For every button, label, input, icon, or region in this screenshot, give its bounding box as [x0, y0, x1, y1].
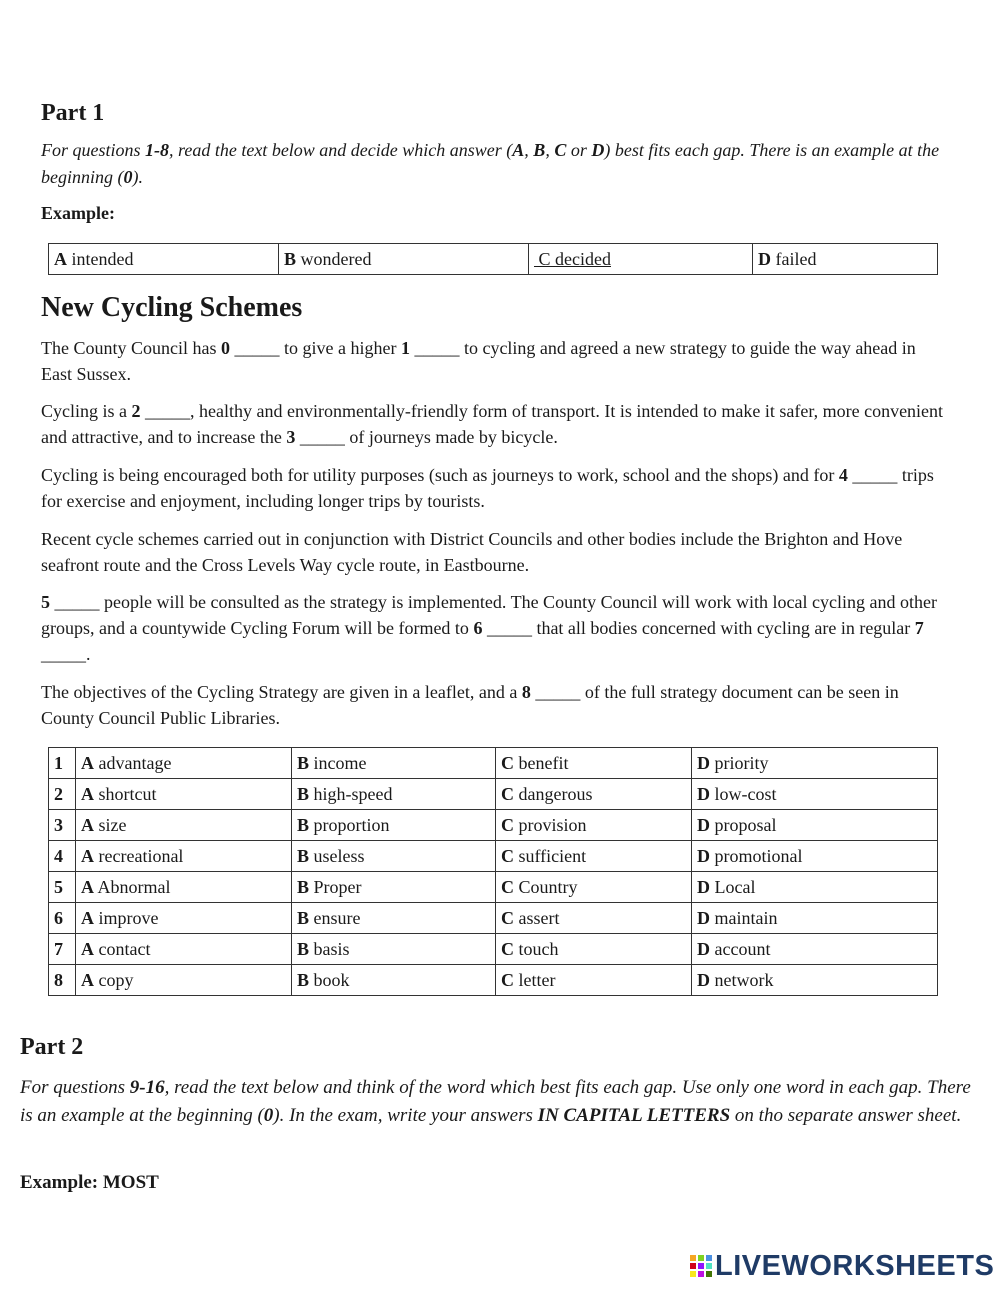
option-b: B basis	[292, 934, 496, 965]
question-number: 2	[49, 779, 76, 810]
answer-row-7	[49, 934, 938, 965]
question-number: 4	[49, 841, 76, 872]
option-a: A size	[76, 810, 292, 841]
option-d: D promotional	[692, 841, 938, 872]
answer-row-1	[49, 748, 938, 779]
example-option-c: C decided	[529, 244, 753, 275]
article-paragraph-5: 5 _____ people will be consulted as the strategy is implemented. The County Council will work with local cycling and other groups, and a countywide Cycling Forum will be formed to 6 _____ that all bodies concerned with cycling are in regular 7 _____.	[41, 592, 937, 664]
article-paragraph-2: Cycling is a 2 _____, healthy and environmentally-friendly form of transport. It is intended to make it safer, more convenient and attractive, and to increase the 3 _____ of journeys made by bicycle.	[41, 401, 944, 447]
article-paragraph-6: The objectives of the Cycling Strategy are given in a leaflet, and a 8 _____ of the full strategy document can be seen in County Council Public Libraries.	[41, 682, 899, 728]
question-number: 8	[49, 965, 76, 996]
option-b: B proportion	[292, 810, 496, 841]
option-b: B income	[292, 748, 496, 779]
option-b: B Proper	[292, 872, 496, 903]
option-d: D priority	[692, 748, 938, 779]
option-c: C sufficient	[496, 841, 692, 872]
part1-instructions: For questions 1-8, read the text below and decide which answer (A, B, C or D) best fits each gap. There is an example at the beginning (0).	[41, 140, 940, 187]
option-c: C benefit	[496, 748, 692, 779]
example-option-d: D failed	[753, 244, 938, 275]
option-b: B high-speed	[292, 779, 496, 810]
option-a: A recreational	[76, 841, 292, 872]
option-a: A improve	[76, 903, 292, 934]
answer-row-4	[49, 841, 938, 872]
example-row	[49, 244, 938, 275]
option-d: D proposal	[692, 810, 938, 841]
option-c: C letter	[496, 965, 692, 996]
liveworksheets-logo-icon	[690, 1255, 712, 1277]
option-b: B book	[292, 965, 496, 996]
part2-title: Part 2	[20, 1034, 84, 1060]
option-a: A contact	[76, 934, 292, 965]
option-d: D network	[692, 965, 938, 996]
option-a: A advantage	[76, 748, 292, 779]
example-option-a: A intended	[49, 244, 279, 275]
answer-row-6	[49, 903, 938, 934]
part2-example: Example: MOST	[20, 1172, 159, 1193]
answer-row-3	[49, 810, 938, 841]
option-d: D Local	[692, 872, 938, 903]
option-c: C provision	[496, 810, 692, 841]
option-b: B useless	[292, 841, 496, 872]
option-a: A Abnormal	[76, 872, 292, 903]
question-number: 5	[49, 872, 76, 903]
option-a: A shortcut	[76, 779, 292, 810]
article-paragraph-3: Cycling is being encouraged both for utility purposes (such as journeys to work, school and the shops) and for 4 _____ trips for exercise and enjoyment, including longer trips by tourists.	[41, 465, 934, 511]
liveworksheets-logo	[690, 1250, 994, 1283]
example-option-b: B wondered	[279, 244, 529, 275]
example-label: Example:	[41, 203, 115, 223]
option-d: D account	[692, 934, 938, 965]
answer-row-8	[49, 965, 938, 996]
option-d: D low-cost	[692, 779, 938, 810]
answer-options-table	[48, 747, 938, 996]
article-paragraph-1: The County Council has 0 _____ to give a higher 1 _____ to cycling and agreed a new strategy to guide the way ahead in East Sussex.	[41, 338, 916, 384]
part2-instructions: For questions 9-16, read the text below and think of the word which best fits each gap. Use only one word in each gap. There is an example at the beginning (0). In the exam, write your answers IN CAPITAL LETTERS on tho separate answer sheet.	[20, 1077, 971, 1126]
option-c: C Country	[496, 872, 692, 903]
article-heading: New Cycling Schemes	[41, 292, 303, 323]
example-table	[48, 243, 938, 275]
option-d: D maintain	[692, 903, 938, 934]
question-number: 7	[49, 934, 76, 965]
question-number: 6	[49, 903, 76, 934]
answer-row-2	[49, 779, 938, 810]
option-c: C dangerous	[496, 779, 692, 810]
answer-row-5	[49, 872, 938, 903]
article-paragraph-4: Recent cycle schemes carried out in conjunction with District Councils and other bodies include the Brighton and Hove seafront route and the Cross Levels Way cycle route, in Eastbourne.	[41, 529, 903, 575]
part1-title: Part 1	[41, 100, 105, 126]
option-c: C touch	[496, 934, 692, 965]
liveworksheets-logo-text: LIVEWORKSHEETS	[715, 1250, 995, 1282]
option-c: C assert	[496, 903, 692, 934]
option-b: B ensure	[292, 903, 496, 934]
question-number: 1	[49, 748, 76, 779]
option-a: A copy	[76, 965, 292, 996]
question-number: 3	[49, 810, 76, 841]
